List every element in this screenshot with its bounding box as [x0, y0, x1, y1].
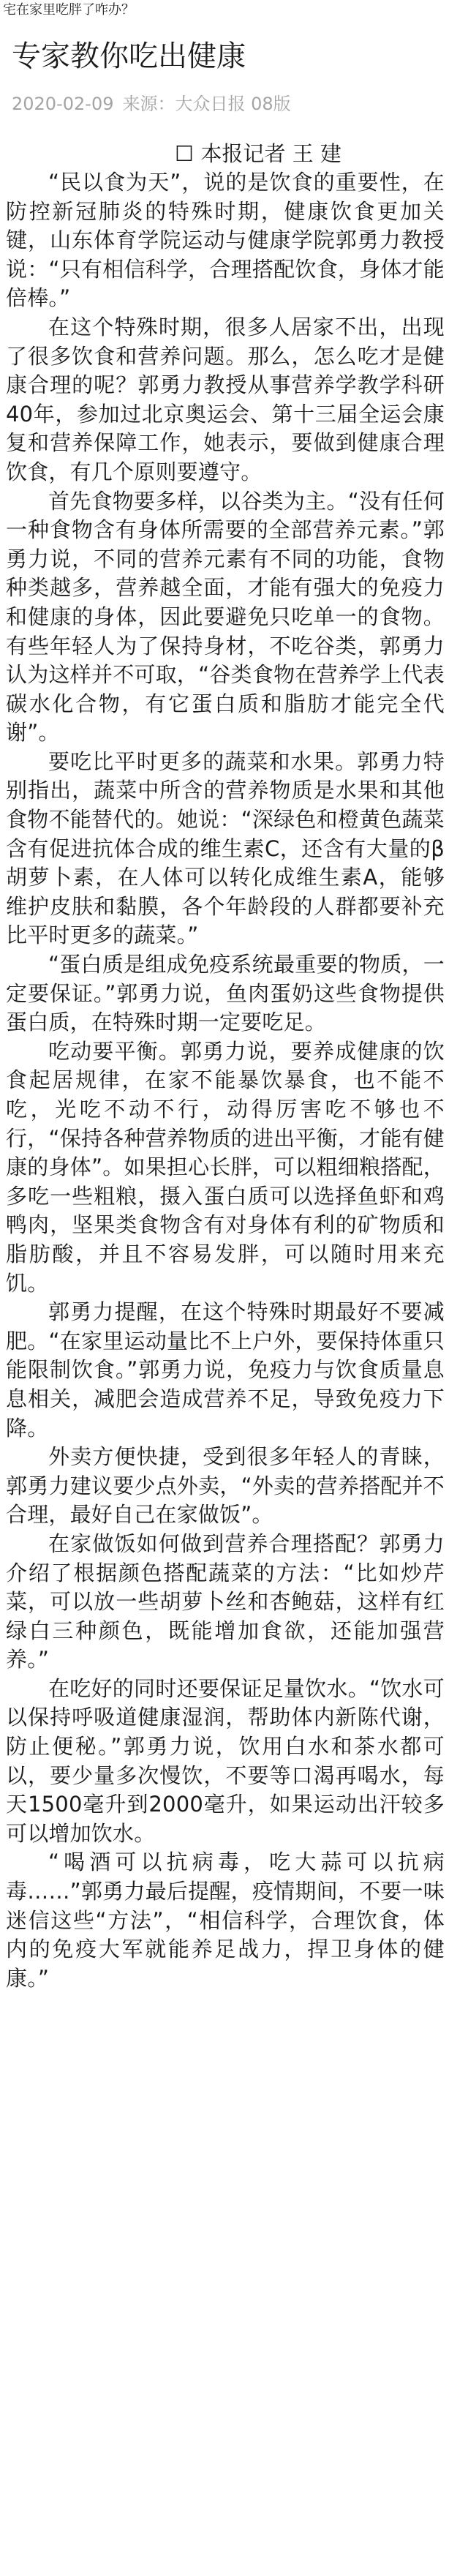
paragraph: 外卖方便快捷，受到很多年轻人的青睐，郭勇力建议要少点外卖，“外卖的营养搭配并不合理，最好自己在家做饭”。: [6, 1444, 445, 1528]
paragraph: 在家做饭如何做到营养合理搭配？郭勇力介绍了根据颜色搭配蔬菜的方法：“比如炒芹菜，可以放一些胡萝卜丝和杏鲍菇，这样有红绿白三种颜色，既能增加食欲，还能加强营养。”: [6, 1531, 445, 1672]
paragraph: 要吃比平时更多的蔬菜和水果。郭勇力特别指出，蔬菜中所含的营养物质是水果和其他食物不能替代的。她说：“深绿色和橙黄色蔬菜含有促进抗体合成的维生素C，还含有大量的β胡萝卜素，在人体可以转化成维生素A，能够维护皮肤和黏膜，各个年龄段的人群都要补充比平时更多的蔬菜。”: [6, 748, 445, 948]
article-source: 来源：大众日报 08版: [122, 94, 291, 114]
article-byline: ☐ 本报记者 王 建: [175, 141, 341, 166]
article-body: [0, 140, 468, 1993]
paragraph: 首先食物要多样，以谷类为主。“没有任何一种食物含有身体所需要的全部营养元素。”郭勇力说，不同的营养元素有不同的功能，食物种类越多，营养越全面，才能有强大的免疫力和健康的身体，因此要避免只吃单一的食物。有些年轻人为了保持身材，不吃谷类，郭勇力认为这样并不可取，“谷类食物在营养学上代表碳水化合物，有它蛋白质和脂肪才能完全代谢”。: [6, 488, 445, 746]
paragraph: “民以食为天”，说的是饮食的重要性，在防控新冠肺炎的特殊时期，健康饮食更加关键，山东体育学院运动与健康学院郭勇力教授说：“只有相信科学，合理搭配饮食，身体才能倍棒。”: [6, 170, 445, 311]
top-bar-title: 宅在家里吃胖了咋办？: [3, 2, 135, 18]
paragraph: 在吃好的同时还要保证足量饮水。“饮水可以保持呼吸道健康湿润，帮助体内新陈代谢，防止便秘。”郭勇力说，饮用白水和茶水都可以，要少量多次慢饮，不要等口渴再喝水，每天1500毫升到2000毫升，如果运动出汗较多可以增加饮水。: [6, 1675, 445, 1846]
paragraph: 郭勇力提醒，在这个特殊时期最好不要减肥。“在家里运动量比不上户外，要保持体重只能限制饮食。”郭勇力说，免疫力与饮食质量息息相关，减肥会造成营养不足，导致免疫力下降。: [6, 1299, 445, 1441]
article-headline: 专家教你吃出健康: [12, 40, 246, 73]
paragraph: “喝酒可以抗病毒，吃大蒜可以抗病毒……”郭勇力最后提醒，疫情期间，不要一味迷信这些“方法”，“相信科学，合理饮食，体内的免疫大军就能养足战力，捍卫身体的健康。”: [6, 1850, 445, 1991]
paragraph: “蛋白质是组成免疫系统最重要的物质，一定要保证。”郭勇力说，鱼肉蛋奶这些食物提供蛋白质，在特殊时期一定要吃足。: [6, 952, 445, 1035]
paragraph: 在这个特殊时期，很多人居家不出，出现了很多饮食和营养问题。那么，怎么吃才是健康合理的呢？郭勇力教授从事营养学教学科研40年，参加过北京奥运会、第十三届全运会康复和营养保障工作，她表示，要做到健康合理饮食，有几个原则要遵守。: [6, 314, 445, 484]
article-date: 2020-02-09: [12, 94, 114, 114]
article-container: [0, 37, 468, 1993]
paragraph: 吃动要平衡。郭勇力说，要养成健康的饮食起居规律，在家不能暴饮暴食，也不能不吃，光吃不动不行，动得厉害吃不够也不行，“保持各种营养物质的进出平衡，才能有健康的身体”。如果担心长胖，可以粗细粮搭配，多吃一些粗粮，摄入蛋白质可以选择鱼虾和鸡鸭肉，坚果类食物含有对身体有利的矿物质和脂肪酸，并且不容易发胖，可以随时用来充饥。: [6, 1038, 445, 1296]
article-meta: [12, 92, 468, 116]
app-top-bar: [0, 0, 468, 20]
